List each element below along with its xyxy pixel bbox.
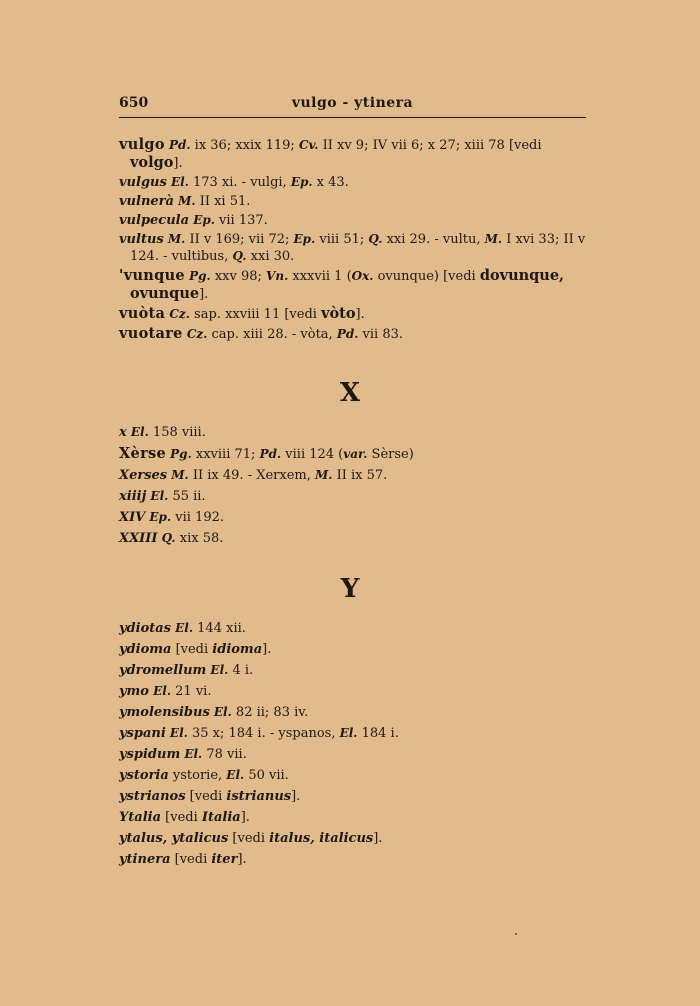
work-abbreviation: Ep.: [293, 232, 316, 246]
work-abbreviation: El.: [184, 747, 203, 761]
entry-text: II ix 57.: [332, 468, 388, 483]
work-abbreviation: Pd.: [168, 138, 191, 152]
entry-text: vii 137.: [214, 213, 268, 228]
entry-text: II xi 51.: [195, 194, 251, 209]
entry-headword: 'vunque: [119, 267, 185, 284]
index-entry: [119, 507, 586, 528]
entry-text: [vedi: [185, 789, 227, 804]
entry-text: ix 36; xxix 119;: [190, 138, 299, 153]
index-entry: [119, 786, 586, 807]
index-entry: [119, 744, 586, 765]
entry-text: ].: [373, 831, 383, 846]
entry-text: xxviii 71;: [191, 447, 260, 462]
cross-reference: italus, italicus: [269, 831, 374, 846]
entry-headword: vulgus: [119, 175, 167, 190]
entry-headword: vuotare: [119, 325, 183, 342]
work-abbreviation: Q.: [368, 232, 383, 246]
entry-headword: Ytalia: [119, 810, 162, 825]
index-entry: [119, 325, 586, 343]
entry-text: II v 169; vii 72;: [185, 232, 294, 247]
section-x-entries: [119, 422, 586, 549]
entry-text: 21 vi.: [171, 684, 212, 699]
work-abbreviation: Cv.: [298, 138, 319, 152]
index-entry: [119, 660, 586, 681]
index-entry: [119, 465, 586, 486]
index-entry: [119, 136, 586, 172]
index-entry: [119, 807, 586, 828]
running-header: [119, 95, 586, 115]
work-abbreviation: Pd.: [336, 327, 359, 341]
index-entry: [119, 681, 586, 702]
running-title: vulgo - ytinera: [291, 95, 414, 111]
section-y-entries: [119, 618, 586, 870]
work-abbreviation: Ep.: [149, 510, 172, 524]
entry-headword: ydiotas: [119, 621, 171, 636]
section-v-entries: [119, 134, 586, 345]
entry-text: 55 ii.: [168, 489, 206, 504]
work-abbreviation: El.: [150, 489, 169, 503]
entry-headword: x: [119, 425, 127, 440]
entry-text: Sèrse): [367, 447, 414, 462]
work-abbreviation: Cz.: [186, 327, 208, 341]
work-abbreviation: M.: [484, 232, 503, 246]
index-entry: [119, 193, 586, 210]
section-letter-x: X: [339, 378, 361, 408]
entry-text: x 43.: [312, 175, 349, 190]
work-abbreviation: M.: [167, 232, 186, 246]
work-abbreviation: El.: [175, 621, 194, 635]
index-entry: [119, 174, 586, 191]
index-entry: [119, 828, 586, 849]
entry-headword: vulnerà: [119, 194, 174, 209]
entry-text: ].: [291, 789, 301, 804]
index-entry: [119, 528, 586, 549]
entry-text: xxi 29. - vultu,: [382, 232, 485, 247]
work-abbreviation: Ox.: [351, 269, 374, 283]
entry-text: xxxvii 1 (: [288, 269, 352, 284]
index-entry: [119, 305, 586, 323]
entry-text: II ix 49. - Xerxem,: [188, 468, 316, 483]
entry-text: [vedi: [161, 810, 202, 825]
entry-text: vii 192.: [171, 510, 224, 525]
entry-text: 4 i.: [228, 663, 254, 678]
entry-text: ].: [355, 307, 365, 322]
entry-headword: XIV: [119, 510, 146, 525]
index-entry: [119, 849, 586, 870]
work-abbreviation: Ep.: [290, 175, 313, 189]
entry-headword: Xèrse: [119, 445, 167, 462]
work-abbreviation: Vn.: [266, 269, 289, 283]
work-abbreviation: M.: [178, 194, 196, 208]
entry-headword: yspidum: [119, 747, 181, 762]
work-abbreviation: El.: [170, 175, 189, 189]
header-rule: [119, 117, 586, 118]
entry-headword: ymolensibus: [119, 705, 210, 720]
entry-text: 144 xii.: [193, 621, 246, 636]
entry-text: 184 i.: [357, 726, 399, 741]
entry-headword: ystrianos: [119, 789, 186, 804]
entry-text: 78 vii.: [202, 747, 247, 762]
work-abbreviation: El.: [213, 705, 232, 719]
work-abbreviation: Pg.: [170, 447, 192, 461]
entry-headword: ymo: [119, 684, 149, 699]
entry-text: cap. xiii 28. - vòta,: [207, 327, 337, 342]
work-abbreviation: El.: [153, 684, 172, 698]
cross-reference: idioma: [212, 642, 263, 657]
entry-text: ystorie,: [168, 768, 227, 783]
entry-text: 82 ii; 83 iv.: [231, 705, 309, 720]
entry-text: ovunque) [vedi: [373, 269, 480, 284]
index-entry: [119, 639, 586, 660]
work-abbreviation: El.: [226, 768, 245, 782]
entry-text: 50 vii.: [244, 768, 289, 783]
entry-headword: XXIII: [119, 531, 158, 546]
entry-headword: Xerses: [119, 468, 168, 483]
work-abbreviation: Ep.: [193, 213, 215, 227]
work-abbreviation: M.: [171, 468, 189, 482]
entry-text: I xvi 33; II v 124. - vultibus,: [130, 232, 586, 264]
work-abbreviation: Pg.: [189, 269, 211, 283]
index-entry: [119, 702, 586, 723]
work-abbreviation: El.: [210, 663, 229, 677]
entry-headword: ydioma: [119, 642, 172, 657]
entry-text: 35 x; 184 i. - yspanos,: [187, 726, 340, 741]
index-entry: [119, 212, 586, 229]
work-abbreviation: M.: [315, 468, 333, 482]
index-entry: [119, 723, 586, 744]
entry-text: xix 58.: [175, 531, 224, 546]
entry-headword: ystoria: [119, 768, 169, 783]
entry-text: vii 83.: [358, 327, 404, 342]
entry-headword: yspani: [119, 726, 166, 741]
cross-reference: Italia: [201, 810, 241, 825]
entry-headword: vuòta: [119, 305, 166, 322]
entry-text: ].: [240, 810, 250, 825]
entry-headword: vultus: [119, 232, 164, 247]
entry-text: xxi 30.: [246, 249, 295, 264]
entry-text: ].: [199, 287, 209, 302]
entry-headword: xiiij: [119, 489, 147, 504]
work-abbreviation: El.: [130, 425, 149, 439]
entry-text: 173 xi. - vulgi,: [188, 175, 291, 190]
entry-text: ].: [237, 852, 247, 867]
work-abbreviation: Cz.: [169, 307, 190, 321]
work-abbreviation: var.: [343, 447, 368, 461]
entry-text: ].: [262, 642, 272, 657]
entry-text: 158 viii.: [148, 425, 206, 440]
work-abbreviation: El.: [339, 726, 358, 740]
cross-reference: vòto: [321, 305, 356, 322]
cross-reference: iter: [211, 852, 238, 867]
section-letter-y: Y: [340, 574, 360, 604]
entry-text: sap. xxviii 11 [vedi: [189, 307, 322, 322]
entry-headword: ydromellum: [119, 663, 207, 678]
index-entry: [119, 486, 586, 507]
work-abbreviation: El.: [169, 726, 188, 740]
entry-text: viii 51;: [315, 232, 369, 247]
entry-text: [vedi: [171, 642, 213, 657]
entry-text: viii 124 (: [281, 447, 344, 462]
entry-text: ].: [173, 156, 183, 171]
index-entry: [119, 618, 586, 639]
cross-reference: dovunque, ovunque: [130, 267, 565, 302]
entry-headword: vulpecula: [119, 213, 190, 228]
entry-headword: vulgo: [119, 136, 165, 153]
page-number: 650: [119, 95, 149, 111]
work-abbreviation: Q.: [161, 531, 176, 545]
entry-headword: ytalus, ytalicus: [119, 831, 229, 846]
work-abbreviation: Q.: [232, 249, 247, 263]
cross-reference: volgo: [130, 154, 174, 171]
index-entry: [119, 267, 586, 303]
entry-text: II xv 9; IV vii 6; x 27; xiii 78 [vedi: [318, 138, 542, 153]
paper-speck: [515, 933, 517, 935]
work-abbreviation: Pd.: [259, 447, 282, 461]
index-entry: [119, 443, 586, 465]
entry-headword: ytinera: [119, 852, 171, 867]
entry-text: [vedi: [170, 852, 212, 867]
cross-reference: istrianus: [226, 789, 292, 804]
entry-text: xxv 98;: [210, 269, 267, 284]
index-entry: [119, 765, 586, 786]
entry-text: [vedi: [228, 831, 270, 846]
index-entry: [119, 231, 586, 265]
index-entry: [119, 422, 586, 443]
